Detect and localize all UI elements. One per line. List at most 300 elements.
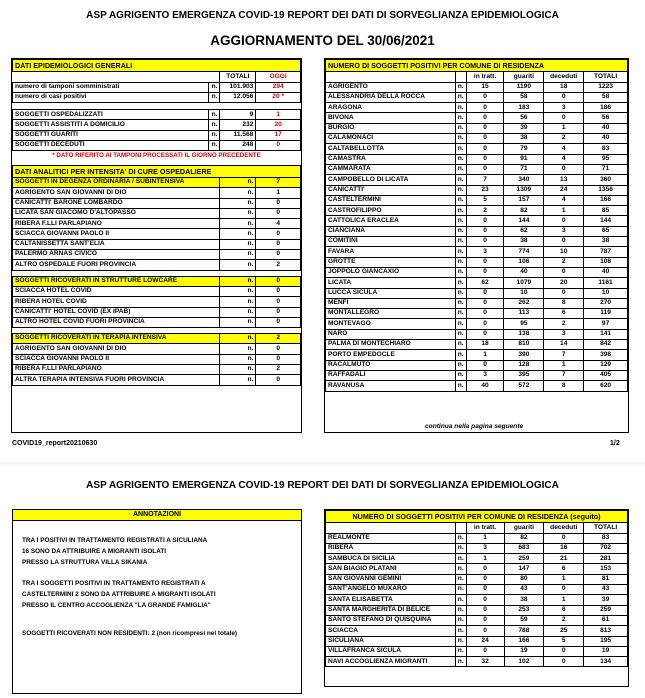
guariti: 39 <box>504 123 544 133</box>
row-total: 248 <box>220 141 256 151</box>
deceduti: 0 <box>544 164 584 174</box>
row-value: 0 <box>256 344 301 354</box>
comune-name: MENFI <box>326 298 456 308</box>
comune-name: SAMBUCA DI SICILIA <box>326 554 456 564</box>
deceduti: 10 <box>544 247 584 257</box>
in-trattamento: 40 <box>466 381 504 391</box>
in-trattamento: 15 <box>466 82 504 92</box>
comune-name: NARO <box>326 329 456 339</box>
row-label: ALTRO HOTEL COVID FUORI PROVINCIA <box>13 317 220 327</box>
table-row <box>326 309 628 319</box>
in-trattamento: 0 <box>466 298 504 308</box>
table-row <box>326 319 628 329</box>
comune-name: LICATA <box>326 278 456 288</box>
comune-name: CAMASTRA <box>326 154 456 164</box>
guariti: 62 <box>504 226 544 236</box>
group-header-row <box>13 276 301 286</box>
in-trattamento: 1 <box>466 350 504 360</box>
row-today: 294 <box>256 82 301 92</box>
in-trattamento: 0 <box>466 360 504 370</box>
row-unit: n. <box>455 329 466 339</box>
comune-name: SICULIANA <box>326 636 456 646</box>
row-label: SOGGETTI OSPEDALIZZATI <box>13 110 209 120</box>
row-unit: n. <box>455 646 466 656</box>
table-row <box>326 657 628 667</box>
row-label: PALERMO ARNAS CIVICO <box>13 250 220 260</box>
row-unit: n. <box>220 250 256 260</box>
row-label: numero di tamponi somministrati <box>13 82 209 92</box>
deceduti: 0 <box>544 113 584 123</box>
guariti: 91 <box>504 154 544 164</box>
deceduti: 4 <box>544 195 584 205</box>
table-row <box>326 278 628 288</box>
totali: 56 <box>584 113 628 123</box>
row-value: 0 <box>256 239 301 249</box>
table-row <box>326 350 628 360</box>
totali: 40 <box>584 134 628 144</box>
deceduti: 0 <box>544 92 584 102</box>
table-row <box>13 188 301 198</box>
row-unit: n. <box>220 365 256 375</box>
in-trattamento: 0 <box>466 134 504 144</box>
comune-name: SANTO STEFANO DI QUISQUINA <box>326 615 456 625</box>
row-unit: n. <box>455 288 466 298</box>
deceduti: 2 <box>544 257 584 267</box>
table-row <box>326 216 628 226</box>
guariti: 38 <box>504 237 544 247</box>
comune-name: REALMONTE <box>326 533 456 543</box>
row-value: 0 <box>256 307 301 317</box>
page-separator <box>0 462 645 468</box>
comune-name: LUCCA SICULA <box>326 288 456 298</box>
comuni-panel <box>324 58 629 433</box>
row-total: 9 <box>220 110 256 120</box>
row-unit: n. <box>455 154 466 164</box>
in-trattamento: 0 <box>466 626 504 636</box>
guariti: 56 <box>504 113 544 123</box>
page1-header: ASP AGRIGENTO EMERGENZA COVID-19 REPORT DEI DATI DI SORVEGLIANZA EPIDEMIOLOGICA <box>86 10 559 21</box>
guariti: 166 <box>504 636 544 646</box>
deceduti: 25 <box>544 626 584 636</box>
comune-name: BIVONA <box>326 113 456 123</box>
totali: 842 <box>584 340 628 350</box>
comune-name: CALTABELLOTTA <box>326 144 456 154</box>
table-row <box>13 130 301 140</box>
row-unit: n. <box>455 113 466 123</box>
row-unit: n. <box>220 317 256 327</box>
column-header: deceduti <box>544 523 584 533</box>
row-value: 0 <box>256 229 301 239</box>
deceduti: 13 <box>544 175 584 185</box>
guariti: 10 <box>504 288 544 298</box>
row-label: CANICATTI' HOTEL COVID (EX IPAB) <box>13 307 220 317</box>
row-today: 17 <box>256 130 301 140</box>
table-row <box>13 120 301 130</box>
row-unit: n. <box>455 574 466 584</box>
comune-name: RIBERA <box>326 543 456 553</box>
deceduti: 6 <box>544 605 584 615</box>
totali: 186 <box>584 103 628 113</box>
in-trattamento: 0 <box>466 595 504 605</box>
comune-name: SAN BIAGIO PLATANI <box>326 564 456 574</box>
group-header-row <box>13 334 301 344</box>
deceduti: 24 <box>544 185 584 195</box>
deceduti: 4 <box>544 154 584 164</box>
comune-name: CANICATTI' <box>326 185 456 195</box>
totali: 281 <box>584 554 628 564</box>
table-row <box>326 574 628 584</box>
row-unit: n. <box>220 297 256 307</box>
guariti: 71 <box>504 164 544 174</box>
comune-name: PORTO EMPEDOCLE <box>326 350 456 360</box>
totali: 38 <box>584 237 628 247</box>
in-trattamento: 0 <box>466 164 504 174</box>
hospital-title: DATI ANALITICI PER INTENSITA' DI CURE OSPEDALIERE <box>13 165 301 177</box>
row-unit: n. <box>455 543 466 553</box>
row-value: 1 <box>256 188 301 198</box>
in-trattamento: 0 <box>466 226 504 236</box>
row-unit: n. <box>209 92 220 102</box>
totali: 405 <box>584 370 628 380</box>
totali: 83 <box>584 533 628 543</box>
totali: 81 <box>584 574 628 584</box>
row-label: ALTRA TERAPIA INTENSIVA FUORI PROVINCIA <box>13 375 220 385</box>
row-unit: n. <box>455 226 466 236</box>
comune-name: PALMA DI MONTECHIARO <box>326 340 456 350</box>
in-trattamento: 0 <box>466 288 504 298</box>
in-trattamento: 24 <box>466 636 504 646</box>
row-unit: n. <box>209 82 220 92</box>
row-unit: n. <box>455 164 466 174</box>
guariti: 58 <box>504 92 544 102</box>
row-unit: n. <box>455 309 466 319</box>
totali: 166 <box>584 195 628 205</box>
guariti: 59 <box>504 615 544 625</box>
row-value: 2 <box>256 260 301 270</box>
row-unit: n. <box>455 595 466 605</box>
in-trattamento: 0 <box>466 113 504 123</box>
deceduti: 8 <box>544 381 584 391</box>
totali: 195 <box>584 636 628 646</box>
deceduti: 18 <box>544 82 584 92</box>
table-row <box>326 298 628 308</box>
table-row <box>326 340 628 350</box>
row-label: RIBERA F.LLI PARLAPIANO <box>13 219 220 229</box>
deceduti: 6 <box>544 309 584 319</box>
table-row <box>326 82 628 92</box>
guariti: 390 <box>504 350 544 360</box>
row-label: LICATA SAN GIACOMO D'ALTOPASSO <box>13 208 220 218</box>
row-unit: n. <box>209 110 220 120</box>
deceduti: 1 <box>544 206 584 216</box>
row-unit: n. <box>455 278 466 288</box>
totali: 19 <box>584 646 628 656</box>
guariti: 113 <box>504 309 544 319</box>
totali: 620 <box>584 381 628 391</box>
deceduti: 4 <box>544 144 584 154</box>
row-unit: n. <box>209 141 220 151</box>
row-unit: n. <box>220 334 256 344</box>
in-trattamento: 0 <box>466 329 504 339</box>
row-today: 1 <box>256 110 301 120</box>
in-trattamento: 0 <box>466 154 504 164</box>
in-trattamento: 1 <box>466 533 504 543</box>
comune-name: ALESSANDRIA DELLA ROCCA <box>326 92 456 102</box>
table-row <box>326 164 628 174</box>
table-row <box>13 297 301 307</box>
comune-name: RAFFADALI <box>326 370 456 380</box>
totali: 702 <box>584 543 628 553</box>
deceduti: 2 <box>544 615 584 625</box>
row-value: 0 <box>256 286 301 296</box>
table-row <box>326 533 628 543</box>
comune-name: SCIACCA <box>326 626 456 636</box>
table-row <box>326 195 628 205</box>
guariti: 82 <box>504 533 544 543</box>
row-unit: n. <box>455 381 466 391</box>
totali: 95 <box>584 154 628 164</box>
deceduti: 0 <box>544 237 584 247</box>
table-row <box>13 375 301 385</box>
row-unit: n. <box>455 340 466 350</box>
table-row <box>326 103 628 113</box>
totali: 58 <box>584 92 628 102</box>
table-row <box>13 82 301 92</box>
guariti: 259 <box>504 554 544 564</box>
row-label: SOGGETTI IN DEGENZA ORDINARIA / SUBINTENSIVA <box>13 177 220 187</box>
guariti: 774 <box>504 247 544 257</box>
comune-name: COMITINI <box>326 237 456 247</box>
page-number: 1/2 <box>610 440 620 447</box>
guariti: 810 <box>504 340 544 350</box>
table-row <box>326 626 628 636</box>
table-row <box>326 329 628 339</box>
comune-name: CAMMARATA <box>326 164 456 174</box>
deceduti: 0 <box>544 646 584 656</box>
totali: 153 <box>584 564 628 574</box>
row-unit: n. <box>455 533 466 543</box>
totali: 83 <box>584 144 628 154</box>
guariti: 572 <box>504 381 544 391</box>
comune-name: FAVARA <box>326 247 456 257</box>
table-row <box>326 360 628 370</box>
table-row <box>326 636 628 646</box>
row-unit: n. <box>455 298 466 308</box>
deceduti: 20 <box>544 278 584 288</box>
in-trattamento: 0 <box>466 574 504 584</box>
tamponi-note: * DATO RIFERITO AI TAMPONI PROCESSATI IL GIORNO PRECEDENTE <box>52 151 261 159</box>
guariti: 395 <box>504 370 544 380</box>
row-value: 0 <box>256 297 301 307</box>
row-total: 12.056 <box>220 92 256 102</box>
row-unit: n. <box>455 350 466 360</box>
in-trattamento: 0 <box>466 646 504 656</box>
in-trattamento: 5 <box>466 195 504 205</box>
in-trattamento: 0 <box>466 585 504 595</box>
row-today: 20 <box>256 120 301 130</box>
row-value: 0 <box>256 354 301 364</box>
column-header: guariti <box>504 72 544 82</box>
comune-name: GROTTE <box>326 257 456 267</box>
comune-name: AGRIGENTO <box>326 82 456 92</box>
in-trattamento: 0 <box>466 123 504 133</box>
totali: 787 <box>584 247 628 257</box>
row-unit: n. <box>455 216 466 226</box>
table-row <box>13 92 301 102</box>
totali: 108 <box>584 257 628 267</box>
row-label: SOGGETTI RICOVERATI IN TERAPIA INTENSIVA <box>13 334 220 344</box>
comuni-continued-title: NUMERO DI SOGGETTI POSITIVI PER COMUNE DI RESIDENZA (seguito) <box>326 511 628 523</box>
table-row <box>326 144 628 154</box>
table-row <box>326 226 628 236</box>
table-row <box>326 267 628 277</box>
row-value: 0 <box>256 317 301 327</box>
deceduti: 0 <box>544 657 584 667</box>
table-row <box>13 250 301 260</box>
in-trattamento: 0 <box>466 257 504 267</box>
deceduti: 3 <box>544 329 584 339</box>
deceduti: 21 <box>544 554 584 564</box>
row-label: SOGGETTI GUARITI <box>13 130 209 140</box>
table-row <box>326 585 628 595</box>
row-unit: n. <box>455 605 466 615</box>
table-row <box>13 198 301 208</box>
guariti: 38 <box>504 134 544 144</box>
in-trattamento: 7 <box>466 175 504 185</box>
row-label: SCIACCA GIOVANNI PAOLO II <box>13 354 220 364</box>
totali: 1356 <box>584 185 628 195</box>
row-unit: n. <box>220 198 256 208</box>
guariti: 128 <box>504 360 544 370</box>
row-unit: n. <box>220 177 256 187</box>
note-line: SOGGETTI RICOVERATI NON RESIDENTI: 2 (non ricompresi nel totale) <box>22 630 238 637</box>
continua-note: continua nella pagina seguente <box>425 423 524 430</box>
row-value: 2 <box>256 334 301 344</box>
table-row <box>13 141 301 151</box>
totali: 134 <box>584 657 628 667</box>
table-row <box>326 543 628 553</box>
deceduti: 0 <box>544 533 584 543</box>
deceduti: 0 <box>544 585 584 595</box>
row-value: 0 <box>256 198 301 208</box>
row-unit: n. <box>455 82 466 92</box>
guariti: 183 <box>504 103 544 113</box>
table-row <box>326 564 628 574</box>
guariti: 79 <box>504 144 544 154</box>
deceduti: 3 <box>544 103 584 113</box>
comune-name: VILLAFRANCA SICULA <box>326 646 456 656</box>
column-header: in tratt. <box>466 72 504 82</box>
totali: 1223 <box>584 82 628 92</box>
comune-name: SAN GIOVANNI GEMINI <box>326 574 456 584</box>
totali: 360 <box>584 175 628 185</box>
comune-name: ARAGONA <box>326 103 456 113</box>
table-row <box>326 605 628 615</box>
guariti: 138 <box>504 329 544 339</box>
row-unit: n. <box>455 554 466 564</box>
totali: 43 <box>584 585 628 595</box>
table-row <box>326 92 628 102</box>
comune-name: RAVANUSA <box>326 381 456 391</box>
totali: 40 <box>584 123 628 133</box>
comune-name: CASTROFILIPPO <box>326 206 456 216</box>
row-label: RIBERA F.LLI PARLAPIANO <box>13 365 220 375</box>
deceduti: 0 <box>544 216 584 226</box>
totali: 1161 <box>584 278 628 288</box>
guariti: 1309 <box>504 185 544 195</box>
row-label: CALTANISSETTA SANT'ELIA <box>13 239 220 249</box>
note-line: TRA I POSITIVI IN TRATTAMENTO REGISTRATI A SICULIANA <box>22 537 208 544</box>
in-trattamento: 0 <box>466 103 504 113</box>
report-date-title: AGGIORNAMENTO DEL 30/06/2021 <box>210 33 435 48</box>
guariti: 106 <box>504 257 544 267</box>
deceduti: 5 <box>544 636 584 646</box>
table-row <box>13 229 301 239</box>
comuni-table <box>325 59 628 392</box>
table-row <box>326 154 628 164</box>
guariti: 102 <box>504 657 544 667</box>
row-total: 11.568 <box>220 130 256 140</box>
table-row <box>326 370 628 380</box>
row-unit: n. <box>455 657 466 667</box>
column-header: deceduti <box>544 72 584 82</box>
row-unit: n. <box>455 123 466 133</box>
comune-name: SANT'ANGELO MUXARO <box>326 585 456 595</box>
totali: 141 <box>584 329 628 339</box>
guariti: 340 <box>504 175 544 185</box>
table-row <box>326 206 628 216</box>
row-unit: n. <box>220 354 256 364</box>
row-label: ALTRO OSPEDALE FUORI PROVINCIA <box>13 260 220 270</box>
table-row <box>13 317 301 327</box>
guariti: 262 <box>504 298 544 308</box>
comuni-continued-table <box>325 510 628 667</box>
totali: 259 <box>584 605 628 615</box>
row-today: 20 * <box>256 92 301 102</box>
note-line: 16 SONO DA ATTRIBUIRE A MIGRANTI ISOLATI <box>22 548 167 555</box>
table-row <box>13 208 301 218</box>
row-unit: n. <box>220 344 256 354</box>
totali: 65 <box>584 226 628 236</box>
page2-header: ASP AGRIGENTO EMERGENZA COVID-19 REPORT DEI DATI DI SORVEGLIANZA EPIDEMIOLOGICA <box>86 480 559 491</box>
totali: 813 <box>584 626 628 636</box>
in-trattamento: 0 <box>466 92 504 102</box>
guariti: 19 <box>504 646 544 656</box>
row-label: SOGGETTI DECEDUTI <box>13 141 209 151</box>
guariti: 43 <box>504 585 544 595</box>
row-unit: n. <box>455 185 466 195</box>
table-row <box>326 185 628 195</box>
comune-name: SANTA MARGHERITA DI BELICE <box>326 605 456 615</box>
comune-name: CATTOLICA ERACLEA <box>326 216 456 226</box>
row-value: 2 <box>256 365 301 375</box>
row-unit: n. <box>455 564 466 574</box>
row-unit: n. <box>455 319 466 329</box>
row-label: SCIACCA HOTEL COVID <box>13 286 220 296</box>
row-unit: n. <box>455 257 466 267</box>
comuni-title: NUMERO DI SOGGETTI POSITIVI PER COMUNE DI RESIDENZA <box>326 60 628 72</box>
table-row <box>326 646 628 656</box>
table-row <box>326 554 628 564</box>
row-value: 0 <box>256 208 301 218</box>
totali: 97 <box>584 319 628 329</box>
in-trattamento: 62 <box>466 278 504 288</box>
row-unit: n. <box>455 206 466 216</box>
in-trattamento: 3 <box>466 543 504 553</box>
table-row <box>326 615 628 625</box>
table-row <box>326 257 628 267</box>
in-trattamento: 1 <box>466 554 504 564</box>
